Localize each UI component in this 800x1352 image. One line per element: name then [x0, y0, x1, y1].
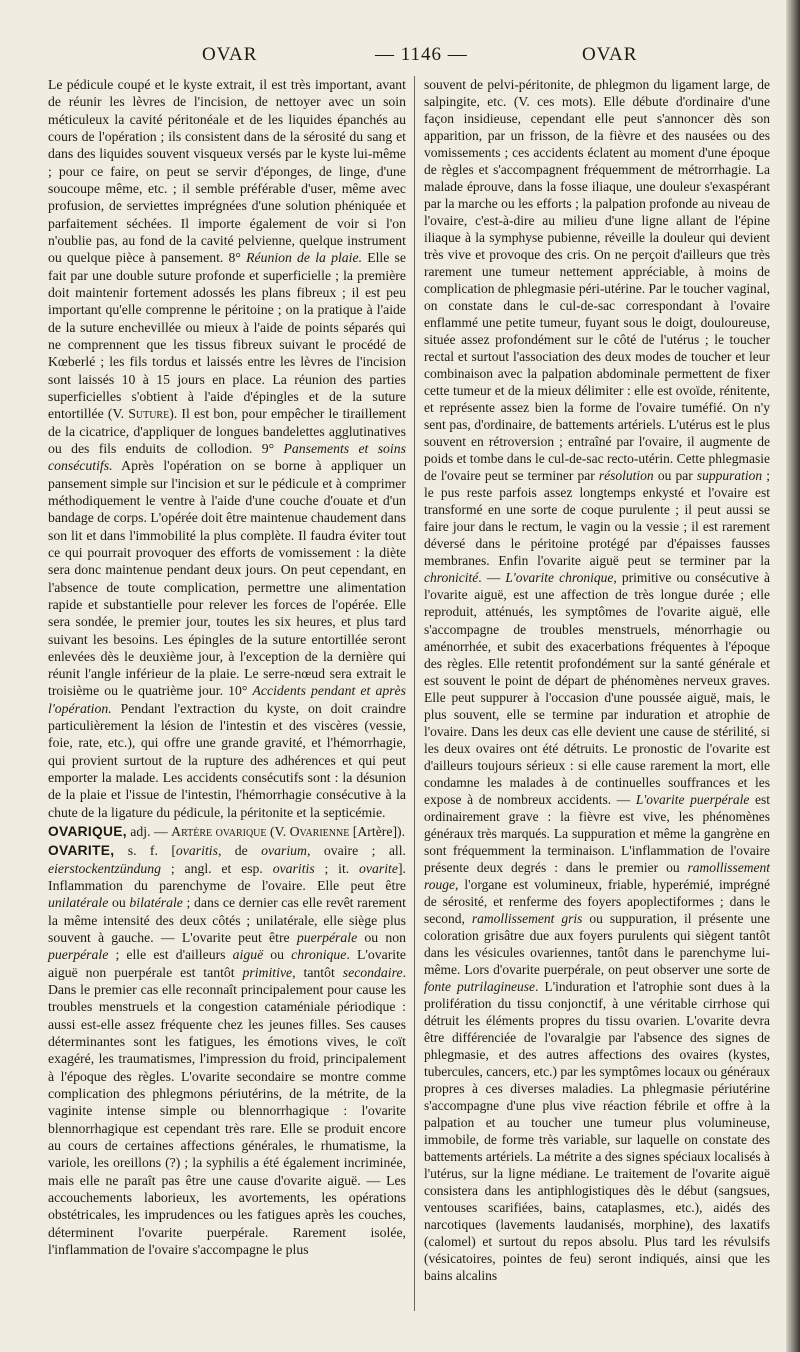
running-head-right: OVAR — [582, 44, 638, 65]
page-edge-shadow — [786, 0, 800, 1352]
running-head-left: OVAR — [202, 44, 258, 65]
column-divider — [414, 76, 415, 1311]
ovarite-continuation: souvent de pelvi-péritonite, de phlegmon du ligament large, de salpingite, etc. (V. ces mots). Elle débute d'ordinaire d'une façon insidieuse, cependant elle peut s'annoncer dès son apparition, par un frisson, de la fièvre et des nausées ou des vomissements ; ces accidents éclatent au moment d'une époque de règles et s'accompagnent fréquemment de métrorrhagie. La malade éprouve, dans la fosse iliaque, une douleur s'exaspérant par la marche ou les efforts ; la palpation profonde au niveau de l'ovaire, c'est-à-dire au milieu d'une ligne allant de l'épine iliaque à la symphyse pubienne, réveille la douleur qui devient très vive et provoque des cris. On ne perçoit d'ailleurs que très rarement une tumeur nettement appréciable, à moins de complication de phlegmasie péri-utérine. Par le toucher vaginal, on constate dans le cul-de-sac correspondant à l'ovaire enflammé une petite tumeur, fuyant sous le doigt, douloureuse, située assez profondément sur le côté de l'utérus ; le toucher rectal et surtout l'association des deux modes de toucher et leur combinaison avec la palpation abdominale permettent de fixer cette tumeur et de la mieux délimiter : elle est ovoïde, rénitente, et représente assez bien la forme de l'ovaire tuméfié. On n'y sent pas, d'ordinaire, de battements artériels. L'utérus est le plus souvent en rétroversion ; entraîné par l'ovaire, il augmente de poids et tombe dans le cul-de-sac recto-utérin. Cette phlegmasie de l'ovaire peut se terminer par résolution ou par suppuration ; le pus reste parfois assez longtemps enkysté et l'ovaire est transformé en une sorte de coque purulente ; il peut aussi se faire jour dans le rectum, le vagin ou la vessie ; il est rarement déversé dans le péritoine protégé par d'épaisses fausses membranes. Enfin l'ovarite aiguë peut se terminer par la chronicité. — L'ovarite chronique, primitive ou consécutive à l'ovarite aiguë, est une affection de très longue durée ; elle reproduit, atténués, les symptômes de l'ovarite aiguë, elle s'accompagne de troubles menstruels, ménorrhagie ou aménorrhée, et subit des exacerbations fréquentes à l'époque des règles. Elle retentit profondément sur la santé générale et est souvent le point de départ de phénomènes nerveux graves. Elle peut suppurer à l'occasion d'une poussée aiguë, mais, le plus souvent, elle se termine par induration et atrophie de l'ovaire. Dans les deux cas elle devient une cause de stérilité, si les deux ovaires ont été détruits. Le pronostic de l'ovarite est d'ailleurs toujours sérieux : si elle cause rarement la mort, elle condamne les malades à de continuelles souffrances et les expose à de nombreux accidents. — L'ovarite puerpérale est ordinairement grave : la fièvre est vive, les phénomènes généraux très marqués. La suppuration et même la gangrène en sont fréquemment la terminaison. L'inflammation de l'ovaire présente deux degrés : dans le premier ou ramollissement rouge, l'organe est volumineux, friable, hyperémié, imprégné de sérosité, et renferme des foyers apoplectiformes ; dans le second, ramollissement gris ou suppuration, il présente une coloration grisâtre due aux foyers purulents qui siègent tantôt dans les vésicules ovariennes, tantôt dans le parenchyme lui-même. Lors d'ovarite puerpérale, on peut observer une sorte de fonte putrilagineuse. L'induration et l'atrophie sont dues à la prolifération du tissu conjonctif, à une véritable cirrhose qui détruit les éléments propres du tissu ovarien. L'ovarite devra être différenciée de l'ovaralgie par l'absence des signes de phlegmasie, et des autres affections des ovaires (kystes, tubercules, cancers, etc.) par les symptômes locaux ou généraux propres à ces diverses maladies. La phlegmasie périutérine s'accompagne d'une plus vive réaction fébrile et offre à la palpation et au toucher une tumeur plus volumineuse, immobile, de forme très variable, sur laquelle on constate des battements artériels. La métrite a des signes spéciaux localisés à l'utérus, sur la ligne médiane. Le traitement de l'ovarite aiguë consistera dans les antiphlogistiques dès le début (sangsues, ventouses scarifiées, bains, cataplasmes, etc.), aidés des narcotiques (lavements laudanisés, morphine), des laxatifs (calomel) et surtout du repos absolu. Plus tard les révulsifs (vésicatoires, pointes de feu) seront indiqués, ainsi que les bains alcalins — [424, 77, 771, 1284]
right-column — [424, 76, 770, 1284]
headword-ovarique: OVARIQUE, — [48, 824, 127, 840]
page-number: — 1146 — — [375, 44, 468, 65]
left-column — [48, 76, 406, 1258]
running-header — [0, 44, 800, 70]
headword-ovarite: OVARITE, — [48, 843, 115, 859]
entry-ovarite: OVARITE, s. f. [ovaritis, de ovarium, ovaire ; all. eierstockentzündung ; angl. et esp. ovaritis ; it. ovarite]. Inflammation du parenchyme de l'ovaire. Elle peut être unilatérale ou bilatérale ; dans ce dernier cas elle revêt rarement la même intensité des deux côtés ; unilatérale, elle siège plus souvent à gauche. — L'ovarite peut être puerpérale ou non puerpérale ; elle est d'ailleurs aiguë ou chronique. L'ovarite aiguë non puerpérale est tantôt primitive, tantôt secondaire. Dans le premier cas elle reconnaît principalement pour cause les troubles menstruels et la congestion cataméniale périodique : aussi est-elle assez fréquente chez les jeunes filles. Ses causes déterminantes sont les fatigues, les émotions vives, le coït exagéré, les traumatismes, l'impression du froid, principalement à l'époque des règles. L'ovarite secondaire se montre comme complication des phlegmons périutérins, de la métrite, de la vaginite intense simple ou blennorrhagique : l'ovarite blennorrhagique est cependant très rare. Elle se produit encore au cours de certaines affections générales, le rhumatisme, la variole, les oreillons (?) ; la syphilis a été également incriminée, mais elle ne paraît pas être une cause d'ovarite aiguë. — Les accouchements laborieux, les avortements, les opérations obstétricales, les imprudences ou les fatigues après les couches, déterminent l'ovarite puerpérale. Rarement isolée, l'inflammation de l'ovaire s'accompagne le plus — [48, 843, 407, 1257]
ovariotomie-continuation: Le pédicule coupé et le kyste extrait, il est très important, avant de réunir les lèvres de l'incision, de nettoyer avec un soin méticuleux la cavité péritonéale et de les liquides épanchés au cours de l'opération ; ils consistent dans de la sérosité du sang et dans des liquides souvent visqueux versés par le kyste lui-même ; pour ce faire, on peut se servir d'éponges, de linge, d'une soucoupe même, etc. ; il semble préférable d'user, même avec profusion, de serviettes imprégnées d'une solution phéniquée et parfaitement séchées. Il importe également de voir si l'on n'oublie pas, au fond de la cavité pelvienne, quelque instrument ou quelque pièce à pansement. 8° Réunion de la plaie. Elle se fait par une double suture profonde et superficielle ; la première doit maintenir fortement adossés les plans fibreux ; il est peu important qu'elle comprenne le péritoine ; on la pratique à l'aide de la suture enchevillée ou mieux à l'aide de points séparés qui ne comprennent que les tissus fibreux suivant le procédé de Kœberlé ; les fils tordus et laissés entre les lèvres de l'incision sont laissés 10 à 15 jours en place. La réunion des parties superficielles s'obtient à l'aide d'épingles et de la suture entortillée (V. Suture). Il est bon, pour empêcher le tiraillement de la cicatrice, d'appliquer de longues bandelettes agglutinatives ou des fils enduits de collodion. 9° Pansements et soins consécutifs. Après l'opération on se borne à appliquer un pansement simple sur l'incision et sur le pédicule et à comprimer méthodiquement le ventre à l'aide d'une couche d'ouate et d'un bandage de corps. L'opérée doit être maintenue chaudement dans son lit et dans l'immobilité la plus complète. Il faudra éviter tout ce qui pourrait provoquer des efforts de vomissement : la diète sera donc maintenue pendant deux jours. On peut cependant, en l'absence de toute complication, permettre une alimentation rapide et substantielle pour relever les forces de l'opérée. Elle sera sondée, le premier jour, toutes les six heures, et plus tard suivant les besoins. Les épingles de la suture entortillée seront enlevées dès le deuxième jour, à l'exception de la dernière qui réunit l'angle inférieur de la plaie. Le serre-nœud sera extrait le troisième ou le quatrième jour. 10° Accidents pendant et après l'opération. Pendant l'extraction du kyste, on doit craindre particulièrement la lésion de l'intestin et des viscères (vessie, foie, rate, etc.), qui offre une grande gravité, et l'hémorrhagie, qui provient surtout de la rupture des adhérences et qui peut emporter la malade. Les accidents consécutifs sont : la désunion de la plaie et l'issue de l'intestin, l'hémorrhagie consécutive à la chute de la ligature du pédicule, la péritonite et la septicémie. — [48, 77, 407, 820]
entry-ovarique: OVARIQUE, adj. — Artère ovarique (V. Ovarienne [Artère]). — [48, 824, 406, 840]
